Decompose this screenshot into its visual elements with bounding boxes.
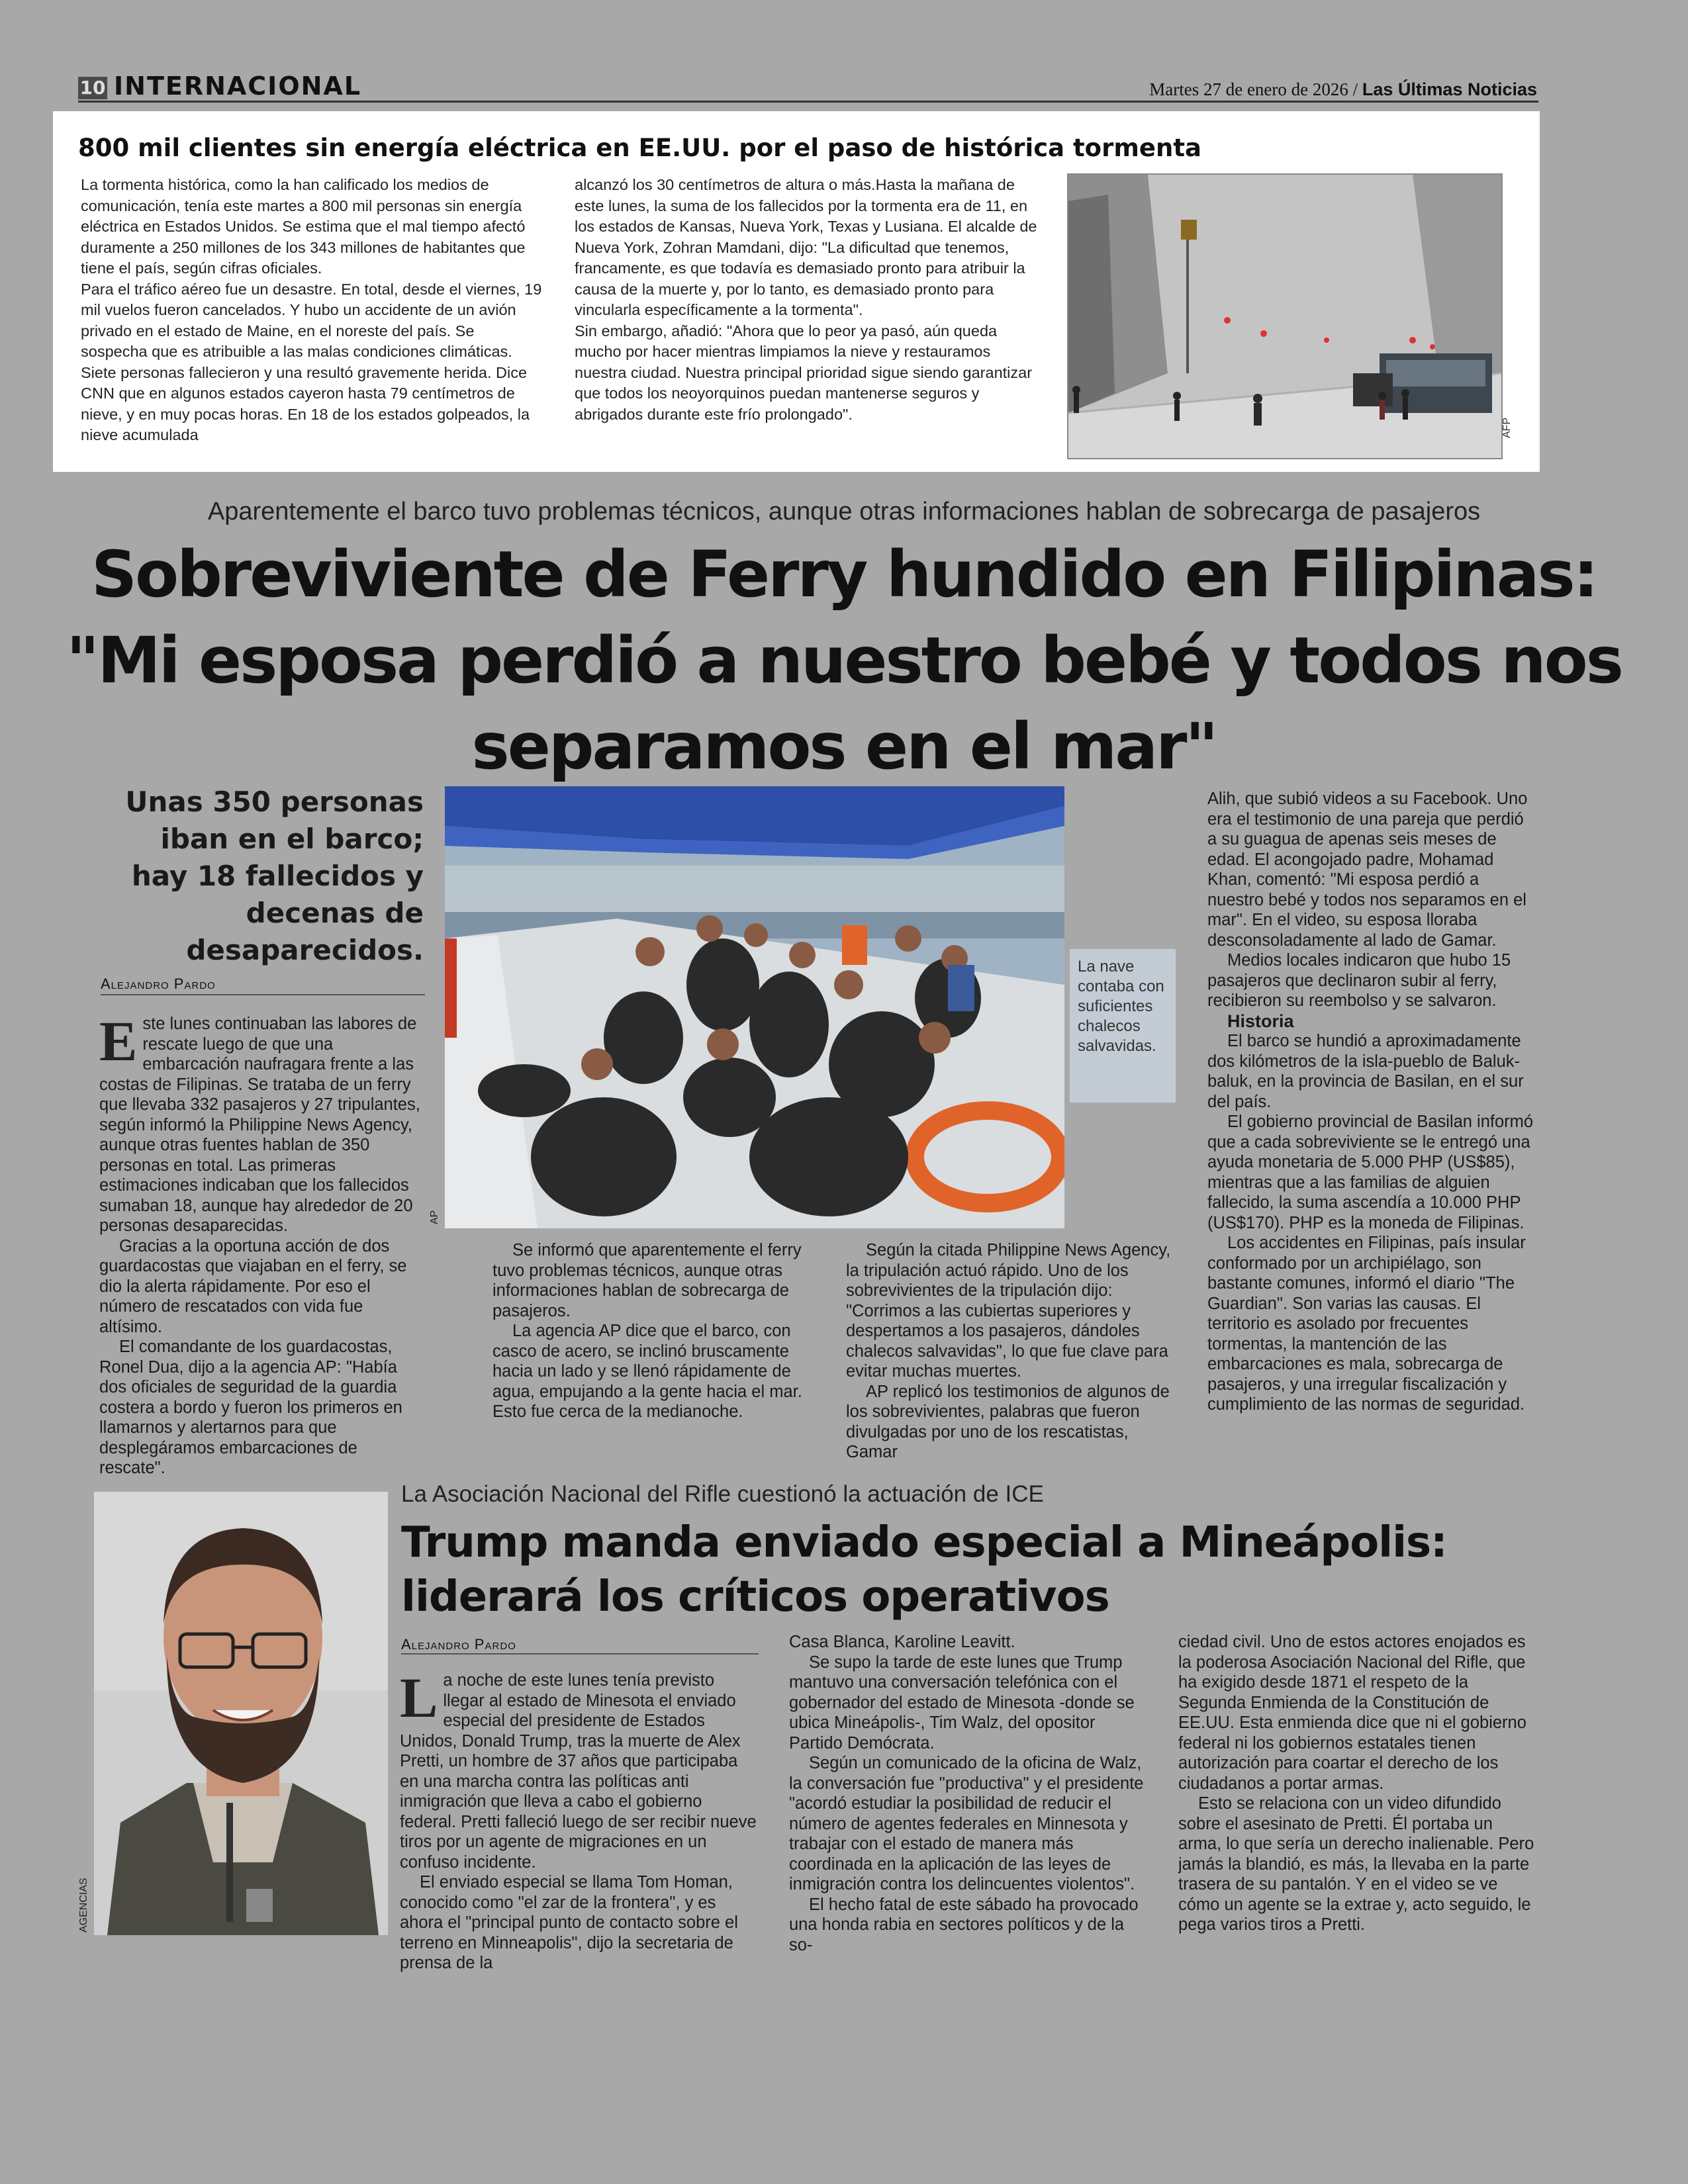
paragraph: La tormenta histórica, como la han calificado los medios de comunicación, tenía este martes a 800 mil personas sin energía eléctrica en Estados Unidos. Se estima que el mal tiempo afectó duramente a 250 millones de los 343 millones de habitantes que tiene el país, según cifras oficiales. [81,176,526,277]
paragraph: El gobierno provincial de Basilan informó que a cada sobreviviente se le entregó una ayuda monetaria de 5.000 PHP (US$85), mientras que a las familias de alguien fallecido, la suma ascendía a 10.000 PHP (US$170). PHP es la moneda de Filipinas. [1207,1113,1534,1232]
section-title: INTERNACIONAL [114,71,362,101]
paragraph [400,1666,760,1872]
trump-column-2 [789,1632,1149,1955]
ferry-headline-line-2: "Mi esposa perdió a nuestro bebé y todos nos [66,623,1622,698]
byline-rule [101,994,425,995]
trump-headline-line-2: liderará los críticos operativos [401,1572,1109,1621]
ferry-byline: Alejandro Pardo [101,976,216,992]
ferry-column-2 [492,1240,821,1422]
paragraph: Esto se relaciona con un video difundido sobre el asesinato de Pretti. Él portaba un arma, lo que sería un derecho inalienable. Pero jamás la blandió, es más, la llevaba en la parte trasera de su pantalón. Y en el video se ve cómo un agente se la extrae y, acto seguido, le pega varios tiros a Pretti. [1178,1794,1534,1934]
paragraph: Medios locales indicaron que hubo 15 pasajeros que declinaron subir al ferry, recibieron su reembolso y se salvaron. [1207,951,1511,1010]
paragraph: Se informó que aparentemente el ferry tuvo problemas técnicos, aunque otras informaciones hablan de sobrecarga de pasajeros. [492,1241,802,1320]
byline-rule [401,1653,759,1655]
paragraph: Sin embargo, añadió: "Ahora que lo peor ya pasó, aún queda mucho por hacer mientras limpiamos la nieve y restauramos nuestra ciudad. Nuestra principal prioridad sigue siendo garantizar que todos los neoyorquinos puedan mantenerse seguros y abrigados durante este frío prolongado". [575,322,1033,423]
paragraph: Gracias a la oportuna acción de dos guardacostas que viajaban en el ferry, se dio la alerta rápidamente. Por eso el número de rescatados con vida fue altísimo. [99,1236,407,1336]
section-subhead: Historia [1227,1011,1294,1031]
paragraph: Los accidentes en Filipinas, país insular conformado por un archipiélago, son bastante comunes, informó el diario "The Guardian". Son varias las causas. El territorio es asolado por frecuentes tormentas, la mantención de las embarcaciones es mala, sobrecarga de pasajeros, y una irregular fiscalización y cumplimiento de las normas de seguridad. [1207,1234,1526,1414]
paragraph: AP replicó los testimonios de algunos de los sobrevivientes, palabras que fueron divulgadas por uno de los rescatistas, Gamar [846,1382,1170,1461]
lead-text: a noche de este lunes tenía previsto llegar al estado de Minesota el enviado especial del presidente de Estados Unidos, Donald Trump, tras la muerte de Alex Pretti, un hombre de 37 años que participaba en una marcha contra las políticas anti inmigración que lleva a cabo el gobierno federal. Pretti falleció luego de ser recibir nueve tiros por un agente de migraciones en un confuso incidente. [400,1671,757,1872]
header-separator: / [1352,79,1358,99]
trump-column-3 [1178,1632,1534,1935]
paragraph: alcanzó los 30 centímetros de altura o más.Hasta la mañana de este lunes, la suma de los fallecidos por la tormenta era de 11, en los estados de Kansas, Nueva York, Texas y Lusiana. El alcalde de Nueva York, Zohran Mamdani, dijo: "La dificultad que tenemos, francamente, es que todavía es demasiado pronto para atribuir la causa de la muerte y, por lo tanto, es demasiado pronto para vincularla específicamente a la tormenta". [575,176,1037,318]
portrait-photo [94,1492,388,1935]
paragraph: Alih, que subió videos a su Facebook. Uno era el testimonio de una pareja que perdió a su guagua de apenas seis meses de edad. El acongojado padre, Mohamad Khan, comentó: "Mi esposa perdió a nuestro bebé y todos nos separamos en el mar". En el video, su esposa lloraba desconsoladamente al lado de Gamar. [1207,790,1528,950]
trump-column-1 [400,1666,760,1974]
ferry-column-3 [846,1240,1174,1463]
paragraph: Para el tráfico aéreo fue un desastre. En total, desde el viernes, 19 mil vuelos fueron cancelados. Y hubo un accidente de un avión privado en el estado de Maine, en el noreste del país. Se sospecha que es atribuible a las malas condiciones climáticas. Siete personas fallecieron y una resultó gravemente herida. Dice CNN que en algunos estados cayeron hasta 79 centímetros de nieve, y en muy pocas horas. En 18 de los estados golpeados, la nieve acumulada [81,280,542,443]
top-story-headline: 800 mil clientes sin energía eléctrica en EE.UU. por el paso de histórica tormenta [78,134,1201,162]
top-story-column-1 [81,175,544,446]
newspaper-name: Las Últimas Noticias [1362,79,1537,99]
paragraph: El comandante de los guardacostas, Ronel Dua, dijo a la agencia AP: "Había dos oficiales de seguridad de la guardia costera a bordo y fueron los primeros en llamarnos y alertarnos para que desplegáramos embarcaciones de rescate". [99,1338,402,1477]
header-dateline [1149,79,1537,100]
page-number: 10 [78,77,107,99]
snowstorm-street-image [1068,175,1501,458]
photo-caption: La nave contaba con suficientes chalecos salvavidas. [1070,949,1176,1103]
lead-text: ste lunes continuaban las labores de rescate luego de que una embarcación naufragara frente a las costas de Filipinas. Se trataba de un ferry que llevaba 332 pasajeros y 27 tripulantes, según informó la Philippine News Agency, aunque otras fuentes hablan de 350 personas en total. Las primeras estimaciones indicaban que los fallecidos sumaban 18, aunque hay alrededor de 20 personas desaparecidas. [99,1015,420,1235]
paragraph [99,1009,425,1236]
ferry-deck: Unas 350 personas iban en el barco; hay 18 fallecidos y decenas de desaparecidos. [125,786,424,966]
header-rule [78,101,1538,103]
trump-headline-line-1: Trump manda enviado especial a Mineápolis: [401,1518,1447,1567]
trump-kicker: La Asociación Nacional del Rifle cuestionó la actuación de ICE [401,1481,1044,1507]
trump-byline: Alejandro Pardo [401,1636,516,1653]
ferry-column-1 [99,1009,425,1479]
top-story-column-2 [575,175,1045,425]
photo-credit: AFP [1501,417,1513,438]
paragraph: La agencia AP dice que el barco, con casco de acero, se inclinó bruscamente hacia un lado y se llenó rápidamente de agua, empujando a la gente hacia el mar. Esto fue cerca de la medianoche. [492,1322,802,1421]
paragraph: Casa Blanca, Karoline Leavitt. [789,1633,1015,1651]
paragraph: Según la citada Philippine News Agency, la tripulación actuó rápido. Uno de los sobrevivientes de la tripulación dijo: "Corrimos a las cubiertas superiores y despertamos a los pasajeros, dándoles chalecos salvavidas", lo que fue clave para evitar muchas muertes. [846,1241,1171,1381]
bearded-man-portrait [94,1492,388,1935]
header-date: Martes 27 de enero de 2026 [1149,79,1348,99]
snowstorm-photo [1067,173,1503,459]
photo-credit: AGENCIAS [78,1878,89,1933]
photo-credit: AP [429,1210,440,1224]
paragraph: Se supo la tarde de este lunes que Trump mantuvo una conversación telefónica con el gobernador del estado de Minesota -donde se ubica Mineápolis-, Tim Walz, del opositor Partido Demócrata. [789,1653,1135,1752]
paragraph: ciedad civil. Uno de estos actores enojados es la poderosa Asociación Nacional del Rifle, que ha exigido desde 1871 el respeto de la Segunda Enmienda de la Constitución de EE.UU. Esta enmienda dice que ni el gobierno federal ni los gobiernos estatales tienen autorización para coartar el derecho de los ciudadanos a portar armas. [1178,1633,1526,1793]
ferry-column-4 [1207,789,1536,1415]
paragraph: El hecho fatal de este sábado ha provocado una honda rabia en sectores políticos y de la so- [789,1895,1139,1954]
paragraph: El enviado especial se llama Tom Homan, conocido como "el zar de la frontera", y es ahora el "principal punto de contacto sobre el terreno en Minneapolis", dijo la secretaria de prensa de la [400,1873,738,1972]
paragraph: Según un comunicado de la oficina de Walz, la conversación fue "productiva" y el presidente "acordó estudiar la posibilidad de reducir el número de agentes federales en Minnesota y trabajar con el estado de manera más coordinada en la aplicación de las leyes de inmigración contra los delincuentes violentos". [789,1754,1144,1893]
ferry-headline-line-3: separamos en el mar" [471,709,1217,784]
ferry-headline-line-1: Sobreviviente de Ferry hundido en Filipinas: [91,537,1597,612]
paragraph: El barco se hundió a aproximadamente dos kilómetros de la isla-pueblo de Baluk-baluk, en la provincia de Basilan, en el sur del país. [1207,1032,1524,1111]
ferry-passengers-image [445,786,1064,1228]
drop-cap: E [99,1009,138,1073]
ferry-kicker: Aparentemente el barco tuvo problemas técnicos, aunque otras informaciones hablan de sobrecarga de pasajeros [207,498,1481,525]
ferry-photo [445,786,1064,1228]
drop-cap: L [400,1666,438,1729]
